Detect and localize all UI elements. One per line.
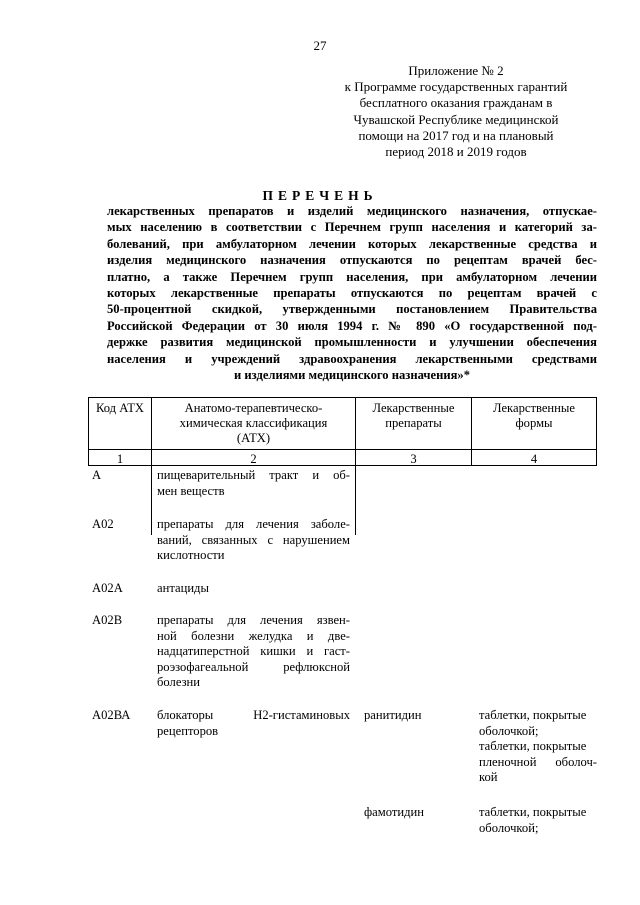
table-right-border [596,397,597,466]
column-number: 1 [116,452,124,466]
appendix-heading [330,63,582,160]
drug-name: ранитидин [364,708,422,722]
subtitle-line: платно, а также Перечнем групп населения, при амбулаторном лечении [107,269,597,284]
atc-code: А02В [92,613,123,627]
subtitle-line: Российской Федерации от 30 июля 1994 г. № 890 «О государственной под- [107,318,597,333]
subtitle-line: и изделиями медицинского назначения»* [233,367,471,382]
dosage-forms: таблетки, покрытые оболочкой; таблетки, покрытые пленочной оболоч- кой [479,708,597,784]
subtitle-line: держке развития медицинской промышленности и улучшении обеспечения [107,335,597,350]
subtitle-line: лекарственных препаратов и изделий медицинского назначения, отпускае- [107,204,597,218]
column-header-code: Код АТХ [95,401,145,415]
atc-classification: блокаторы Н2-гистаминовых рецепторов [157,708,350,738]
atc-code: А02 [92,517,114,531]
atc-code: А02А [92,581,123,595]
dosage-forms: таблетки, покрытые оболочкой; [479,805,587,835]
drug-name: фамотидин [364,805,424,819]
subtitle-line: которых лекарственные препараты отпускаются по рецептам врачей с [107,285,597,300]
atc-classification: препараты для лечения язвен- ной болезни желудка и две- надцатиперстной кишки и гаст- роэзофагеальной рефлюксной болезни [157,613,350,689]
column-number: 4 [530,452,538,466]
appendix-line: бесплатного оказания гражданам в [359,95,553,111]
atc-classification: препараты для лечения заболе- ваний, связанных с нарушением кислотности [157,517,350,562]
column-header-classification: Анатомо-терапевтическо- химическая классификация (АТХ) [179,401,328,445]
appendix-line: период 2018 и 2019 годов [385,144,527,160]
column-number: 2 [250,452,257,466]
subtitle-line: 50-процентной скидкой, утвержденными постановлением Правительства [107,302,597,317]
page-number: 27 [313,38,327,53]
subtitle-line: населения и учреждений здравоохранения лекарственными средствами [107,351,597,366]
appendix-line: к Программе государственных гарантий [344,79,568,95]
appendix-line: Приложение № 2 [408,63,504,78]
appendix-line: Чувашской Республике медицинской [353,111,559,127]
atc-classification: антациды [157,581,209,595]
column-number: 3 [410,452,417,466]
table-top-border [88,397,597,398]
atc-classification: пищеварительный тракт и об- мен веществ [157,468,350,498]
subtitle-line: мых населению в соответствии с Перечнем групп населения и категорий за- [107,220,597,235]
column-header-drugs: Лекарственные препараты [372,401,455,430]
header-divider [88,449,597,450]
atc-code: А [92,468,102,482]
subtitle-line: изделия медицинского назначения отпускаются по рецептам врачей бес- [107,253,597,268]
document-subtitle [107,203,597,383]
subtitle-line: болеваний, при амбулаторном лечении которых лекарственные средства и [107,236,597,251]
appendix-line: помощи на 2017 год и на плановый [358,127,554,143]
column-header-forms: Лекарственные формы [493,401,575,430]
document-title: ПЕРЕЧЕНЬ [262,188,378,203]
atc-code: А02ВА [92,708,131,722]
